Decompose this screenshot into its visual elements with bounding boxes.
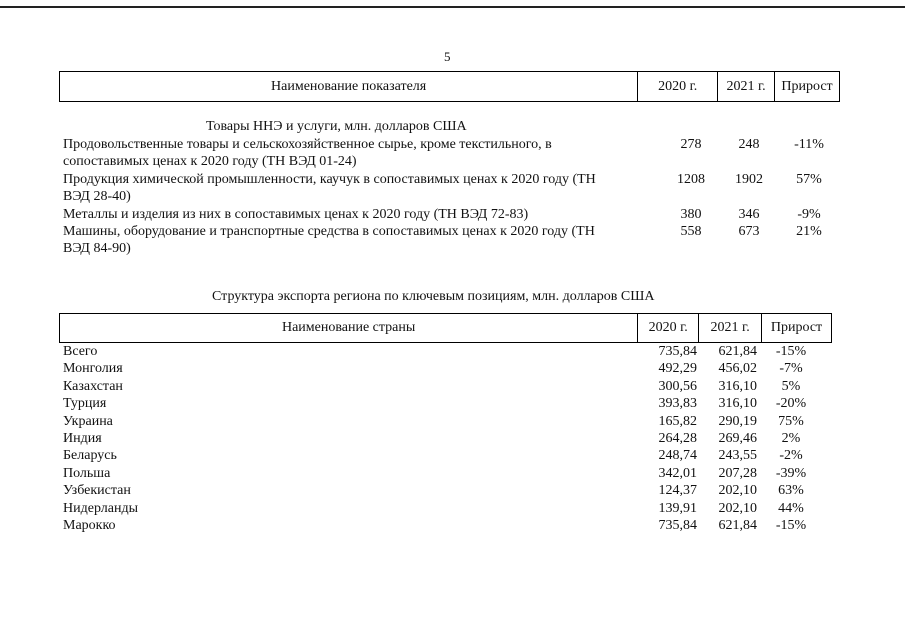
table-row [63,500,833,517]
value-2021: 316,10 [718,378,757,394]
value-2020: 342,01 [658,465,697,481]
row-name: Машины, оборудование и транспортные средства в сопоставимых ценах к 2020 году (ТН ВЭД 84-90) [63,224,595,256]
page-number: 5 [444,49,451,64]
table1-header-2021: 2021 г. [718,72,775,101]
top-border-rule [0,6,905,8]
value-2020: 300,56 [658,378,697,394]
value-2020: 124,37 [658,483,697,499]
country-name: Украина [63,413,113,429]
table1-header [59,71,840,102]
country-name: Польша [63,465,111,481]
value-2020: 735,84 [658,344,697,359]
country-name: Казахстан [63,378,123,394]
growth-value: 63% [778,483,804,499]
table2-header-growth: Прирост [770,320,823,335]
table1-header-2020: 2020 г. [638,72,718,101]
row-growth: -9% [797,207,821,222]
value-2020: 248,74 [658,448,697,464]
row-growth: 21% [796,224,822,239]
country-name: Беларусь [63,448,117,464]
row-2021: 346 [738,207,760,222]
row-2020: 278 [680,137,702,152]
value-2021: 621,84 [718,344,757,359]
growth-value: 44% [778,500,804,516]
value-2020: 165,82 [658,413,697,429]
country-name: Монголия [63,361,123,377]
row-name: Продукция химической промышленности, каучук в сопоставимых ценах к 2020 году (ТН ВЭД 28-40) [63,172,596,204]
growth-value: -15% [775,517,807,533]
value-2021: 202,10 [718,500,757,516]
value-2021: 269,46 [718,430,757,446]
value-2020: 139,91 [658,500,697,516]
row-growth: -11% [794,137,824,152]
value-2020: 264,28 [658,430,697,446]
table-row [63,413,833,430]
value-2021: 207,28 [718,465,757,481]
growth-value: -20% [775,396,807,412]
growth-value: 75% [778,413,804,429]
table-row [63,395,833,412]
table-row [63,430,833,447]
country-name: Узбекистан [63,483,131,499]
growth-value: -15% [775,344,807,359]
country-name: Турция [63,396,107,412]
row-name: Продовольственные товары и сельскохозяйственное сырье, кроме текстильного, в сопоставимых ценах к 2020 году (ТН ВЭД 01-24) [63,137,552,169]
growth-value: 5% [781,378,801,394]
table-row [63,465,833,482]
value-2021: 202,10 [718,483,757,499]
table-row [63,517,833,534]
value-2020: 492,29 [658,361,697,377]
table2-header [59,313,832,343]
value-2021: 621,84 [718,517,757,533]
table1-header-growth: Прирост [781,78,833,94]
table-row [63,360,833,377]
value-2021: 243,55 [718,448,757,464]
growth-value: -39% [775,465,807,481]
country-name: Индия [63,430,102,446]
country-name: Всего [63,344,98,359]
table2-header-name: Наименование страны [60,314,638,342]
table2-header-2020: 2020 г. [638,314,699,342]
country-name: Марокко [63,517,116,533]
table-row [63,378,833,395]
table2-header-2021: 2021 г. [699,314,762,342]
row-2020: 1208 [677,172,705,187]
row-growth: 57% [796,172,822,187]
row-2021: 673 [738,224,760,239]
row-name: Металлы и изделия из них в сопоставимых ценах к 2020 году (ТН ВЭД 72-83) [63,207,529,222]
table1-subtitle: Товары ННЭ и услуги, млн. долларов США [206,119,467,134]
value-2021: 290,19 [718,413,757,429]
value-2021: 316,10 [718,396,757,412]
row-2021: 1902 [735,172,763,187]
table2-title: Структура экспорта региона по ключевым позициям, млн. долларов США [212,289,655,304]
value-2020: 735,84 [658,517,697,533]
country-name: Нидерланды [63,500,138,516]
growth-value: -2% [779,448,803,464]
row-2020: 558 [680,224,702,239]
country-table [63,343,833,534]
row-2020: 380 [680,207,702,222]
table1-header-name: Наименование показателя [60,72,638,101]
growth-value: -7% [779,361,803,377]
table-row [63,447,833,464]
growth-value: 2% [781,430,801,446]
value-2021: 456,02 [718,361,757,377]
table-row [63,482,833,499]
value-2020: 393,83 [658,396,697,412]
row-2021: 248 [738,137,760,152]
table-row [63,343,833,360]
